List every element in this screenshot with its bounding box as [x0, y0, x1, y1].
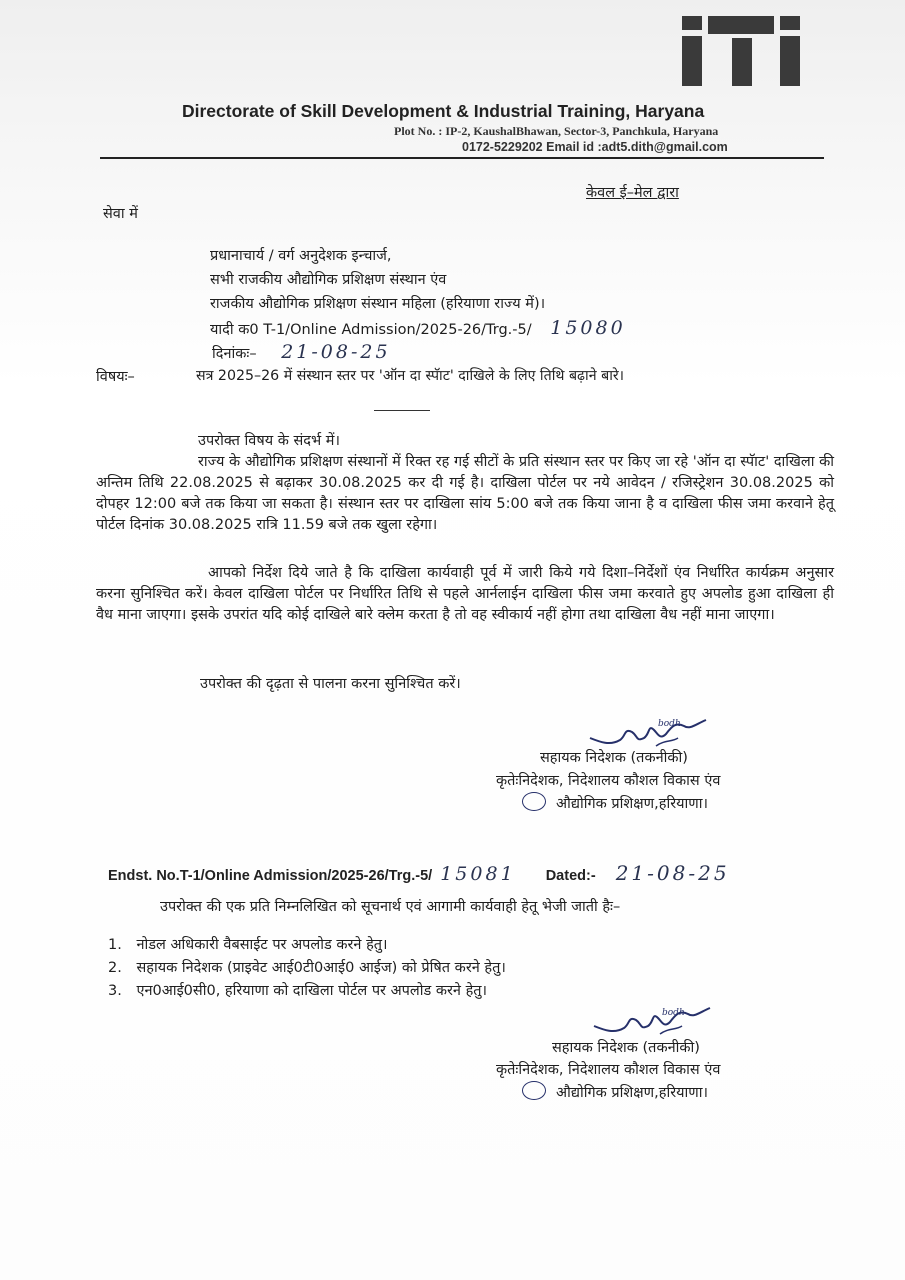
- endorsement-number-handwritten: 15081: [440, 863, 516, 885]
- endorsement-date-handwritten: 21-08-25: [615, 861, 730, 885]
- signatory-on-behalf-1: कृतेःनिदेशक, निदेशालय कौशल विकास एंव: [496, 773, 721, 789]
- reference-date: [212, 341, 391, 363]
- endorsement-line: [108, 861, 730, 885]
- list-item-number: 2.: [108, 960, 122, 976]
- recipient-line-3: राजकीय औद्योगिक प्रशिक्षण संस्थान महिला (हरियाणा राज्य में)।: [210, 296, 546, 312]
- list-item-text: एन0आई0सी0, हरियाणा को दाखिला पोर्टल पर अपलोड करने हेतु।: [136, 983, 488, 999]
- reference-number: [210, 317, 626, 339]
- header-divider: [100, 157, 824, 159]
- paragraph-1: राज्य के औद्योगिक प्रशिक्षण संस्थानों में रिक्त रह गई सीटों के प्रति संस्थान स्तर पर किए जा रहे 'ऑन दा स्पॅाट' दाखिला की अन्तिम तिथि 22.08.2025 से बढ़ाकर 30.08.2025 कर दी गई है। दाखिला पोर्टल पर नये आवेदन / रजिस्ट्रेशन 30.08.2025 को दोपहर 12:00 बजे तक किया जा सकता है। संस्थान स्तर पर दाखिला सांय 5:00 बजे तक किया जाना है व दाखिला फीस जमा करवाने हेतू पोर्टल दिनांक 30.08.2025 रात्रि 11.59 बजे तक खुला रहेगा।: [96, 454, 834, 533]
- endorsement-prefix: Endst. No.T-1/Online Admission/2025-26/Trg.-5/: [108, 868, 433, 884]
- endorsement-intro: उपरोक्त की एक प्रति निम्नलिखित को सूचनार्थ एवं आगामी कार्यवाही हेतू भेजी जाती हैः–: [160, 899, 621, 915]
- list-item-text: नोडल अधिकारी वैबसाईट पर अपलोड करने हेतु।: [136, 937, 388, 953]
- signatory-designation-1: सहायक निदेशक (तकनीकी): [540, 750, 688, 766]
- directorate-title: Directorate of Skill Development & Industrial Training, Haryana: [182, 101, 705, 121]
- reference-prefix: यादी क0 T-1/Online Admission/2025-26/Trg.-5/: [210, 322, 532, 338]
- list-item-2: [108, 957, 506, 977]
- recipient-line-1: प्रधानाचार्य / वर्ग अनुदेशक इन्चार्ज,: [210, 248, 392, 264]
- signatory-department-2: औद्योगिक प्रशिक्षण,हरियाणा।: [556, 1085, 709, 1101]
- directorate-contact: 0172-5229202 Email id :adt5.dith@gmail.com: [462, 140, 728, 154]
- recipient-line-2: सभी राजकीय औद्योगिक प्रशिक्षण संस्थान एंव: [210, 272, 447, 288]
- list-item-3: [108, 980, 487, 1000]
- svg-text:bodh: bodh: [658, 719, 681, 729]
- reference-number-handwritten: 15080: [550, 317, 626, 339]
- list-item-1: [108, 934, 388, 954]
- iti-logo: [676, 12, 806, 88]
- signatory-department-1: औद्योगिक प्रशिक्षण,हरियाणा।: [556, 796, 709, 812]
- reference-line: उपरोक्त विषय के संदर्भ में।: [198, 433, 340, 449]
- list-item-text: सहायक निदेशक (प्राइवेट आई0टी0आई0 आईज) को प्रेषित करने हेतु।: [136, 960, 506, 976]
- paragraph-3: उपरोक्त की दृढ़ता से पालना करना सुनिश्चित करें।: [200, 676, 461, 692]
- directorate-address: Plot No. : IP-2, KaushalBhawan, Sector-3, Panchkula, Haryana: [394, 124, 719, 138]
- subject-label: विषयः–: [96, 369, 135, 385]
- list-item-number: 1.: [108, 937, 122, 953]
- salutation: सेवा में: [103, 206, 138, 222]
- signatory-designation-2: सहायक निदेशक (तकनीकी): [552, 1040, 700, 1056]
- date-handwritten: 21-08-25: [281, 341, 391, 363]
- delivery-note: केवल ई–मेल द्वारा: [586, 185, 679, 201]
- subject-divider: [374, 410, 430, 411]
- list-item-number: 3.: [108, 983, 122, 999]
- initial-stamp-icon: [522, 792, 546, 811]
- signatory-on-behalf-2: कृतेःनिदेशक, निदेशालय कौशल विकास एंव: [496, 1062, 721, 1078]
- date-label: दिनांकः–: [212, 346, 257, 362]
- initial-stamp-icon: [522, 1081, 546, 1100]
- svg-text:bodh: bodh: [662, 1008, 685, 1018]
- subject-text: सत्र 2025–26 में संस्थान स्तर पर 'ऑन दा स्पॅाट' दाखिले के लिए तिथि बढ़ाने बारे।: [196, 368, 625, 384]
- endorsement-dated-label: Dated:-: [545, 868, 596, 884]
- paragraph-2: आपको निर्देश दिये जाते है कि दाखिला कार्यवाही पूर्व में जारी किये गये दिशा–निर्देशों एंव निर्धारित कार्यक्रम अनुसार करना सुनिश्चित करें। केवल दाखिला पोर्टल पर निर्धारित तिथि से पहले आर्नलाईन दाखिला फीस जमा करवाते हुए अपलोड हुआ दाखिला ही वैध माना जाएगा। इसके उपरांत यदि कोई दाखिले बारे क्लेम करता है तो वह स्वीकार्य नहीं होगा तथा दाखिला वैध नहीं माना जाएगा।: [96, 565, 834, 623]
